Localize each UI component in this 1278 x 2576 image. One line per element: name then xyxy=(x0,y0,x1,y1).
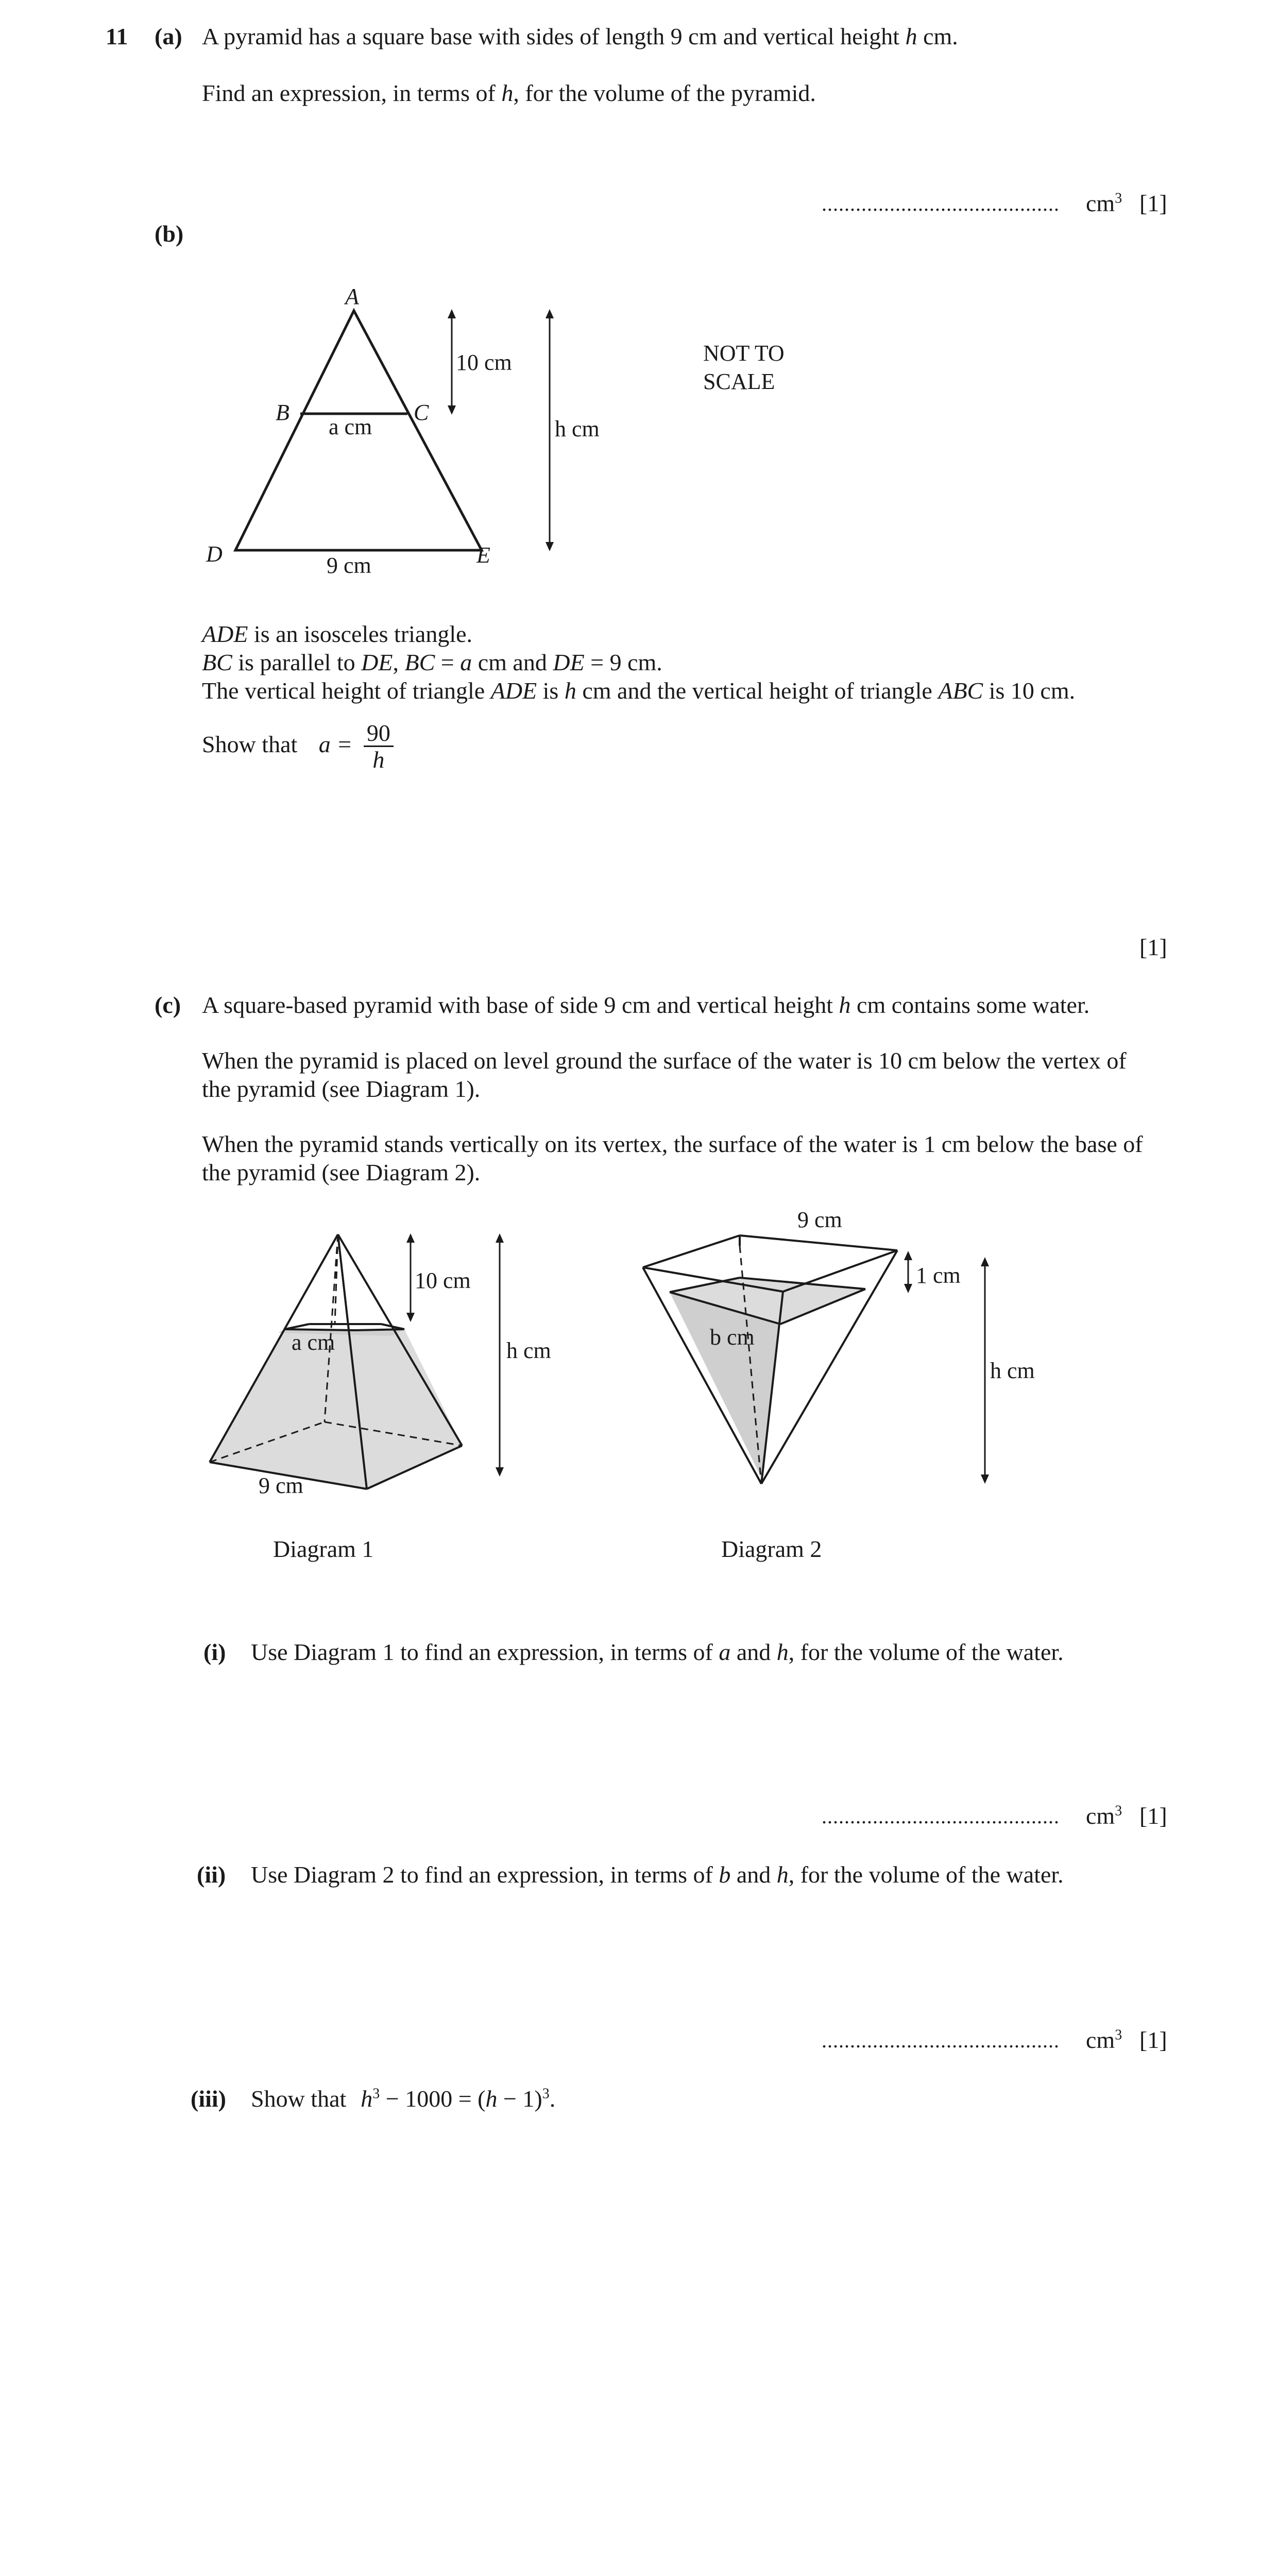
part-a-marks: [1] xyxy=(1139,190,1167,216)
diagram-2 xyxy=(643,1207,1035,1484)
fraction-90-over-h: $\frac{90}{h}$ xyxy=(364,721,394,773)
question-number: 11 xyxy=(106,23,128,49)
arrow-head-up xyxy=(448,309,456,318)
sub-ii-unit: $cm^3$ xyxy=(1086,2027,1122,2053)
part-b-marks: [1] xyxy=(1139,934,1167,960)
sub-i-answer-line[interactable]: .......................................... xyxy=(822,1805,1060,1828)
part-b-show-that: Show that a = $\frac{90}{h}$ xyxy=(202,719,394,773)
part-a-line1: A pyramid has a square base with sides of length 9 cm and vertical height h cm. xyxy=(202,23,958,49)
not-to-scale-2: SCALE xyxy=(703,369,775,394)
pyramid-diagrams xyxy=(0,1200,1278,1571)
part-c-para3-line1: When the pyramid stands vertically on its vertex, the surface of the water is 1 cm below the base of xyxy=(202,1131,1143,1157)
sub-iii-text: Show that $h^3 - 1000 = (h - 1)^3$. xyxy=(251,2086,556,2112)
length-a-label: a cm xyxy=(329,414,372,439)
length-9-label: 9 cm xyxy=(327,553,371,578)
d1-length-9: 9 cm xyxy=(259,1473,303,1498)
part-a-line2: Find an expression, in terms of h, for the volume of the pyramid. xyxy=(202,80,816,106)
part-a-unit: $cm^3$ xyxy=(1086,190,1122,216)
diagram-1 xyxy=(210,1233,551,1498)
sub-ii-text: Use Diagram 2 to find an expression, in terms of b and h, for the volume of the water. xyxy=(251,1861,1064,1888)
part-b-line3: The vertical height of triangle ADE is h cm and the vertical height of triangle ABC is 10 cm. xyxy=(202,677,1076,704)
point-c-label: C xyxy=(414,400,429,425)
point-d-label: D xyxy=(206,541,223,567)
d1-length-10: 10 cm xyxy=(415,1268,471,1293)
part-a-label: (a) xyxy=(155,23,182,49)
part-c-para2-line1: When the pyramid is placed on level ground the surface of the water is 10 cm below the vertex of xyxy=(202,1047,1127,1074)
part-c-label: (c) xyxy=(155,992,181,1018)
d2-length-1: 1 cm xyxy=(916,1263,961,1288)
sub-ii-marks: [1] xyxy=(1139,2027,1167,2053)
part-a-answer-line[interactable]: .......................................... xyxy=(822,192,1060,215)
sub-ii-label: (ii) xyxy=(197,1861,226,1888)
d1-length-a: a cm xyxy=(292,1330,335,1355)
part-c-para1: A square-based pyramid with base of side 9 cm and vertical height h cm contains some water. xyxy=(202,992,1090,1018)
d2-length-9: 9 cm xyxy=(797,1207,842,1232)
part-c-para3-line2: the pyramid (see Diagram 2). xyxy=(202,1159,481,1185)
point-a-label: A xyxy=(345,284,359,309)
length-h-label: h cm xyxy=(555,416,600,442)
sub-i-label: (i) xyxy=(203,1639,226,1665)
length-10-label: 10 cm xyxy=(456,350,512,375)
sub-i-text: Use Diagram 1 to find an expression, in terms of a and h, for the volume of the water. xyxy=(251,1639,1064,1665)
arrow-head-up xyxy=(546,309,554,318)
not-to-scale-1: NOT TO xyxy=(703,341,785,366)
sub-i-marks: [1] xyxy=(1139,1803,1167,1829)
d2-length-h: h cm xyxy=(990,1358,1035,1383)
part-c-para2-line2: the pyramid (see Diagram 1). xyxy=(202,1076,481,1102)
part-b-line1: ADE is an isosceles triangle. xyxy=(202,621,473,647)
sub-i-unit: $cm^3$ xyxy=(1086,1803,1122,1829)
triangle-diagram xyxy=(0,0,1278,592)
arrow-head-down xyxy=(448,405,456,415)
part-b-line2: BC is parallel to DE, BC = a cm and DE = 9 cm. xyxy=(202,649,662,675)
d2-length-b: b cm xyxy=(710,1325,755,1350)
point-e-label: E xyxy=(476,543,490,568)
sub-iii-label: (iii) xyxy=(191,2086,226,2112)
point-b-label: B xyxy=(276,400,289,425)
part-b-label: (b) xyxy=(155,221,184,247)
d1-length-h: h cm xyxy=(506,1338,551,1363)
diagram-1-caption: Diagram 1 xyxy=(273,1536,374,1562)
sub-ii-answer-line[interactable]: .......................................... xyxy=(822,2029,1060,2052)
arrow-head-down xyxy=(546,542,554,551)
diagram-2-caption: Diagram 2 xyxy=(721,1536,822,1562)
